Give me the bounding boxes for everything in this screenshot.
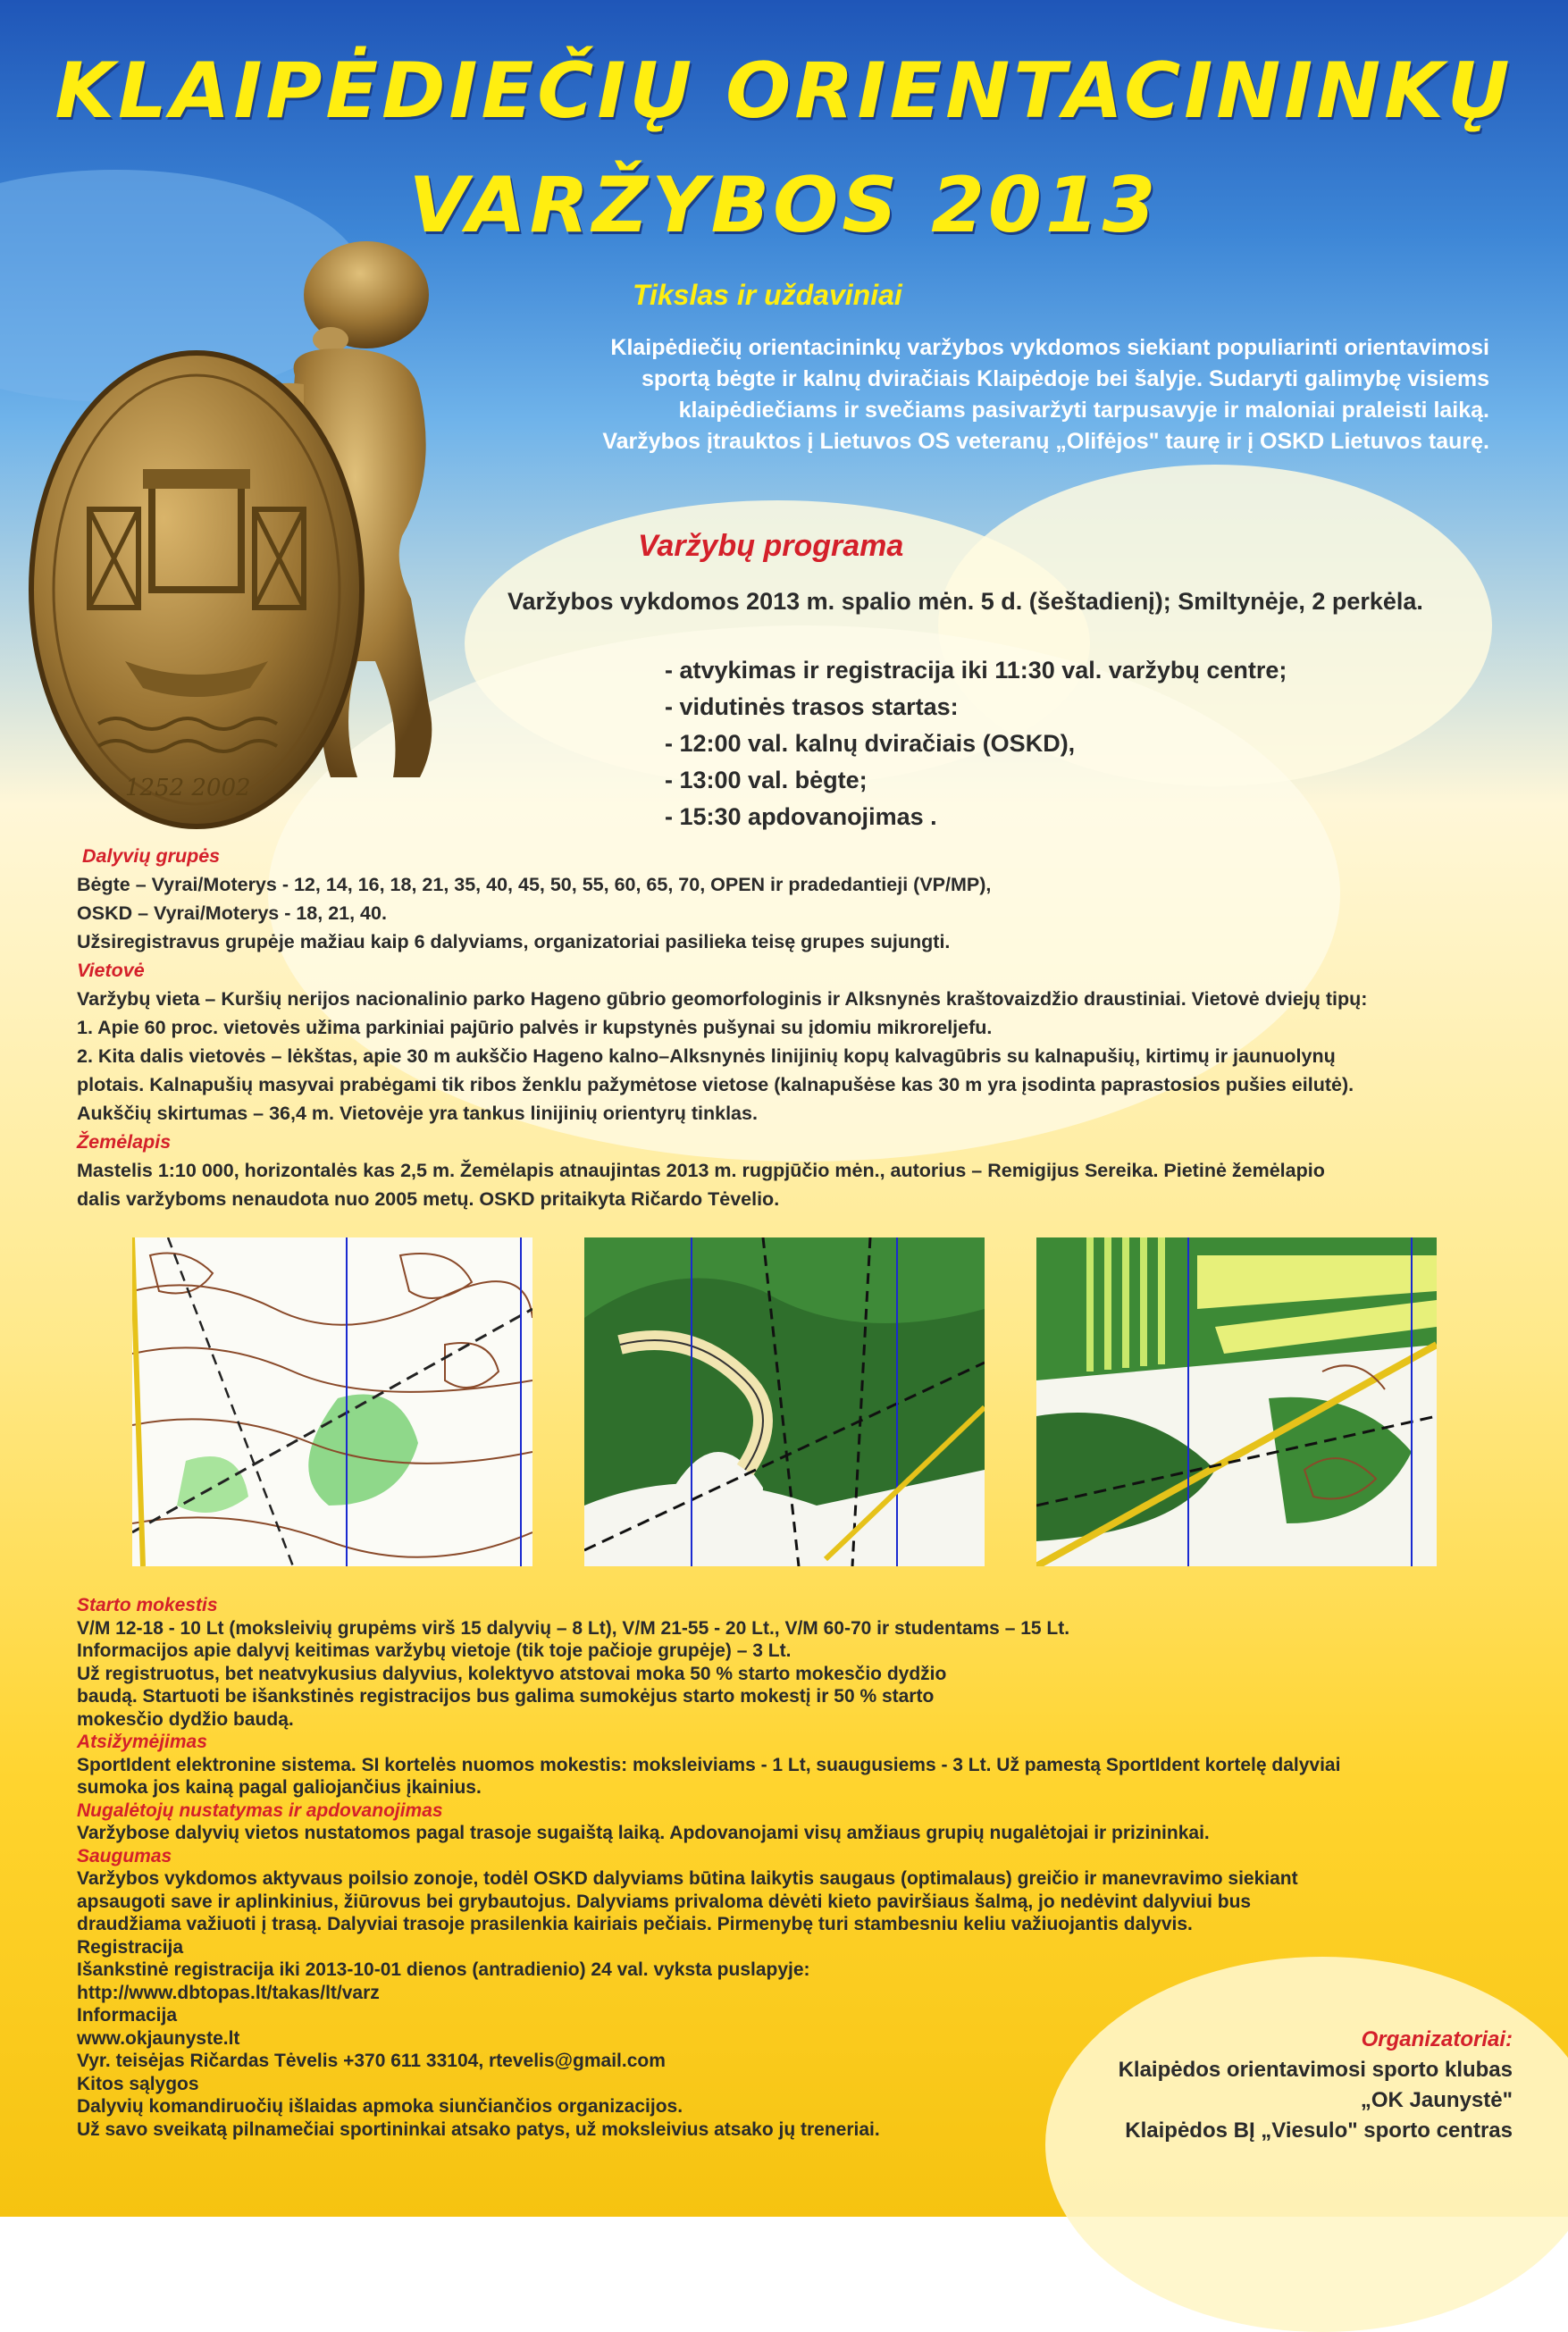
groups-line: Užsiregistravus grupėje mažiau kaip 6 dalyviams, organizatoriai pasilieka teisę grupes sujungti.: [77, 931, 951, 952]
map-excerpt-2: [584, 1237, 985, 1566]
terrain-line: Varžybų vieta – Kuršių nerijos nacionalinio parko Hageno gūbrio geomorfologinis ir Alksnynės kraštovaizdžio draustiniai. Vietovė dviejų tipų:: [77, 988, 1368, 1010]
fee-line: Už registruotus, bet neatvykusius dalyvius, kolektyvo atstovai moka 50 % starto mokesčio dydžio: [77, 1663, 947, 1684]
orienteering-map-image: [1036, 1237, 1437, 1566]
goals-line: klaipėdiečiams ir svečiams pasivaržyti tarpusavyje ir maloniai praleisti laiką.: [678, 398, 1489, 423]
fee-heading: Starto mokestis: [77, 1595, 218, 1615]
program-item: - 13:00 val. bėgte;: [665, 767, 868, 793]
emblem-year-text: 1252 2002: [125, 775, 251, 801]
other-heading: Kitos sąlygos: [77, 2073, 199, 2094]
info-website-link[interactable]: www.okjaunyste.lt: [77, 2027, 240, 2049]
winners-heading: Nugalėtojų nustatymas ir apdovanojimas: [77, 1799, 443, 1821]
organizer-line: Klaipėdos BĮ „Viesulo" sporto centras: [1125, 2118, 1513, 2143]
registration-link[interactable]: http://www.dbtopas.lt/takas/lt/varz: [77, 1982, 380, 2003]
goals-text: [471, 332, 1489, 457]
map-line: Mastelis 1:10 000, horizontalės kas 2,5 m. Žemėlapis atnaujintas 2013 m. rugpjūčio mėn., autorius – Remigijus Sereika. Pietinė žemėlapio: [77, 1160, 1325, 1181]
fee-line: V/M 12-18 - 10 Lt (moksleivių grupėms virš 15 dalyvių – 8 Lt), V/M 21-55 - 20 Lt., V/M 60-70 ir studentams – 15 Lt.: [77, 1617, 1070, 1639]
fee-line: Informacijos apie dalyvį keitimas varžybų vietoje (tik toje pačioje grupėje) – 3 Lt.: [77, 1640, 792, 1661]
groups-heading: Dalyvių grupės: [82, 845, 221, 867]
page-title-year: VARŽYBOS 2013: [408, 161, 1160, 250]
registration-heading: Registracija: [77, 1936, 184, 1958]
groups-line: OSKD – Vyrai/Moterys - 18, 21, 40.: [77, 902, 387, 924]
details-block: [77, 842, 1506, 1213]
terrain-heading: Vietovė: [77, 960, 145, 981]
terrain-line: 2. Kita dalis vietovės – lėkštas, apie 30 m aukščio Hageno kalno–Alksnynės linijinių kopų kalvagūbris su kalnapušių, kirtimų ir jaunuolynų: [77, 1045, 1336, 1067]
program-item: - atvykimas ir registracija iki 11:30 val. varžybų centre;: [665, 657, 1287, 684]
safety-line: apsaugoti save ir aplinkinius, žiūrovus bei grybautojus. Dalyviams privaloma dėvėti kieto paviršiaus šalmą, jo nedėvint dalyviui bus: [77, 1891, 1252, 1912]
terrain-line: plotais. Kalnapušių masyvai prabėgami tik ribos ženklu pažymėtose vietose (kalnapušėse kas 30 m yra įsodinta paprastosios pušies eilutė).: [77, 1074, 1354, 1095]
goals-line: sportą bėgte ir kalnų dviračiais Klaipėdoje bei šalyje. Sudaryti galimybę visiems: [641, 366, 1489, 391]
winners-line: Varžybose dalyvių vietos nustatomos pagal trasoje sugaištą laiką. Apdovanojami visų amžiaus grupių nugalėtojai ir prizininkai.: [77, 1823, 1210, 1843]
info-heading: Informacija: [77, 2005, 178, 2026]
goals-line: Varžybos įtrauktos į Lietuvos OS veteranų „Olifėjos" taurę ir į OSKD Lietuvos taurę.: [602, 429, 1489, 454]
organizers-heading: Organizatoriai:: [1361, 2027, 1513, 2051]
program-heading: Varžybų programa: [638, 529, 904, 563]
organizer-line: „OK Jaunystė": [1360, 2088, 1513, 2112]
program-date: Varžybos vykdomos 2013 m. spalio mėn. 5 d. (šeštadienį); Smiltynėje, 2 perkėla.: [507, 588, 1423, 615]
program-list: [665, 652, 1287, 835]
statue-illustration: [18, 241, 500, 849]
terrain-line: 1. Apie 60 proc. vietovės užima parkiniai pajūrio palvės ir kupstynės pušynai su įdomiu mikroreljefu.: [77, 1017, 993, 1038]
other-line: Dalyvių komandiruočių išlaidas apmoka siunčiančios organizacijos.: [77, 2096, 683, 2117]
map-heading: Žemėlapis: [77, 1131, 172, 1153]
info-line: Vyr. teisėjas Ričardas Tėvelis +370 611 33104, rtevelis@gmail.com: [77, 2051, 666, 2071]
punching-line: SportIdent elektronine sistema. SI kortelės nuomos mokestis: moksleiviams - 1 Lt, suaugusiems - 3 Lt. Už pamestą SportIdent kortelę dalyviai: [77, 1754, 1341, 1775]
program-item: - 15:30 apdovanojimas .: [665, 803, 937, 830]
safety-line: draudžiama važiuoti į trasą. Dalyviai trasoje prasilenkia kairiais pečiais. Pirmenybę turi stambesniu keliu važiuojantis dalyvis.: [77, 1914, 1193, 1934]
fee-line: baudą. Startuoti be išankstinės registracijos bus galima sumokėjus starto mokestį ir 50 % starto: [77, 1686, 935, 1707]
punching-heading: Atsižymėjimas: [77, 1732, 207, 1752]
map-excerpt-1: [132, 1237, 532, 1566]
map-line: dalis varžyboms nenaudota nuo 2005 metų. OSKD pritaikyta Ričardo Tėvelio.: [77, 1188, 780, 1210]
fee-line: mokesčio dydžio baudą.: [77, 1708, 294, 1730]
goals-heading: Tikslas ir uždaviniai: [633, 279, 902, 311]
registration-line: Išankstinė registracija iki 2013-10-01 dienos (antradienio) 24 val. vyksta puslapyje:: [77, 1959, 810, 1980]
punching-line: sumoka jos kainą pagal galiojančius įkainius.: [77, 1777, 482, 1798]
goals-line: Klaipėdiečių orientacininkų varžybos vykdomos siekiant populiarinti orientavimosi: [610, 335, 1489, 360]
terrain-line: Aukščių skirtumas – 36,4 m. Vietovėje yra tankus linijinių orientyrų tinklas.: [77, 1103, 758, 1124]
organizer-line: Klaipėdos orientavimosi sporto klubas: [1118, 2058, 1513, 2082]
orienteering-map-image: [132, 1237, 532, 1566]
safety-heading: Saugumas: [77, 1845, 172, 1866]
program-item: - 12:00 val. kalnų dviračiais (OSKD),: [665, 730, 1076, 757]
other-line: Už savo sveikatą pilnamečiai sportininkai atsako patys, už moksleivius atsako jų treneriai.: [77, 2118, 880, 2140]
page-title: KLAIPĖDIEČIŲ ORIENTACININKŲ: [55, 46, 1513, 136]
groups-line: Bėgte – Vyrai/Moterys - 12, 14, 16, 18, 21, 35, 40, 45, 50, 55, 60, 65, 70, OPEN ir pradedantieji (VP/MP),: [77, 874, 992, 895]
organizers-block: [1119, 2025, 1513, 2146]
map-excerpt-3: [1036, 1237, 1437, 1566]
program-item: - vidutinės trasos startas:: [665, 693, 959, 720]
safety-line: Varžybos vykdomos aktyvaus poilsio zonoje, todėl OSKD dalyviams būtina laikytis saugaus (optimalaus) greičio ir manevravimo siekiant: [77, 1868, 1298, 1889]
orienteering-map-image: [584, 1237, 985, 1566]
